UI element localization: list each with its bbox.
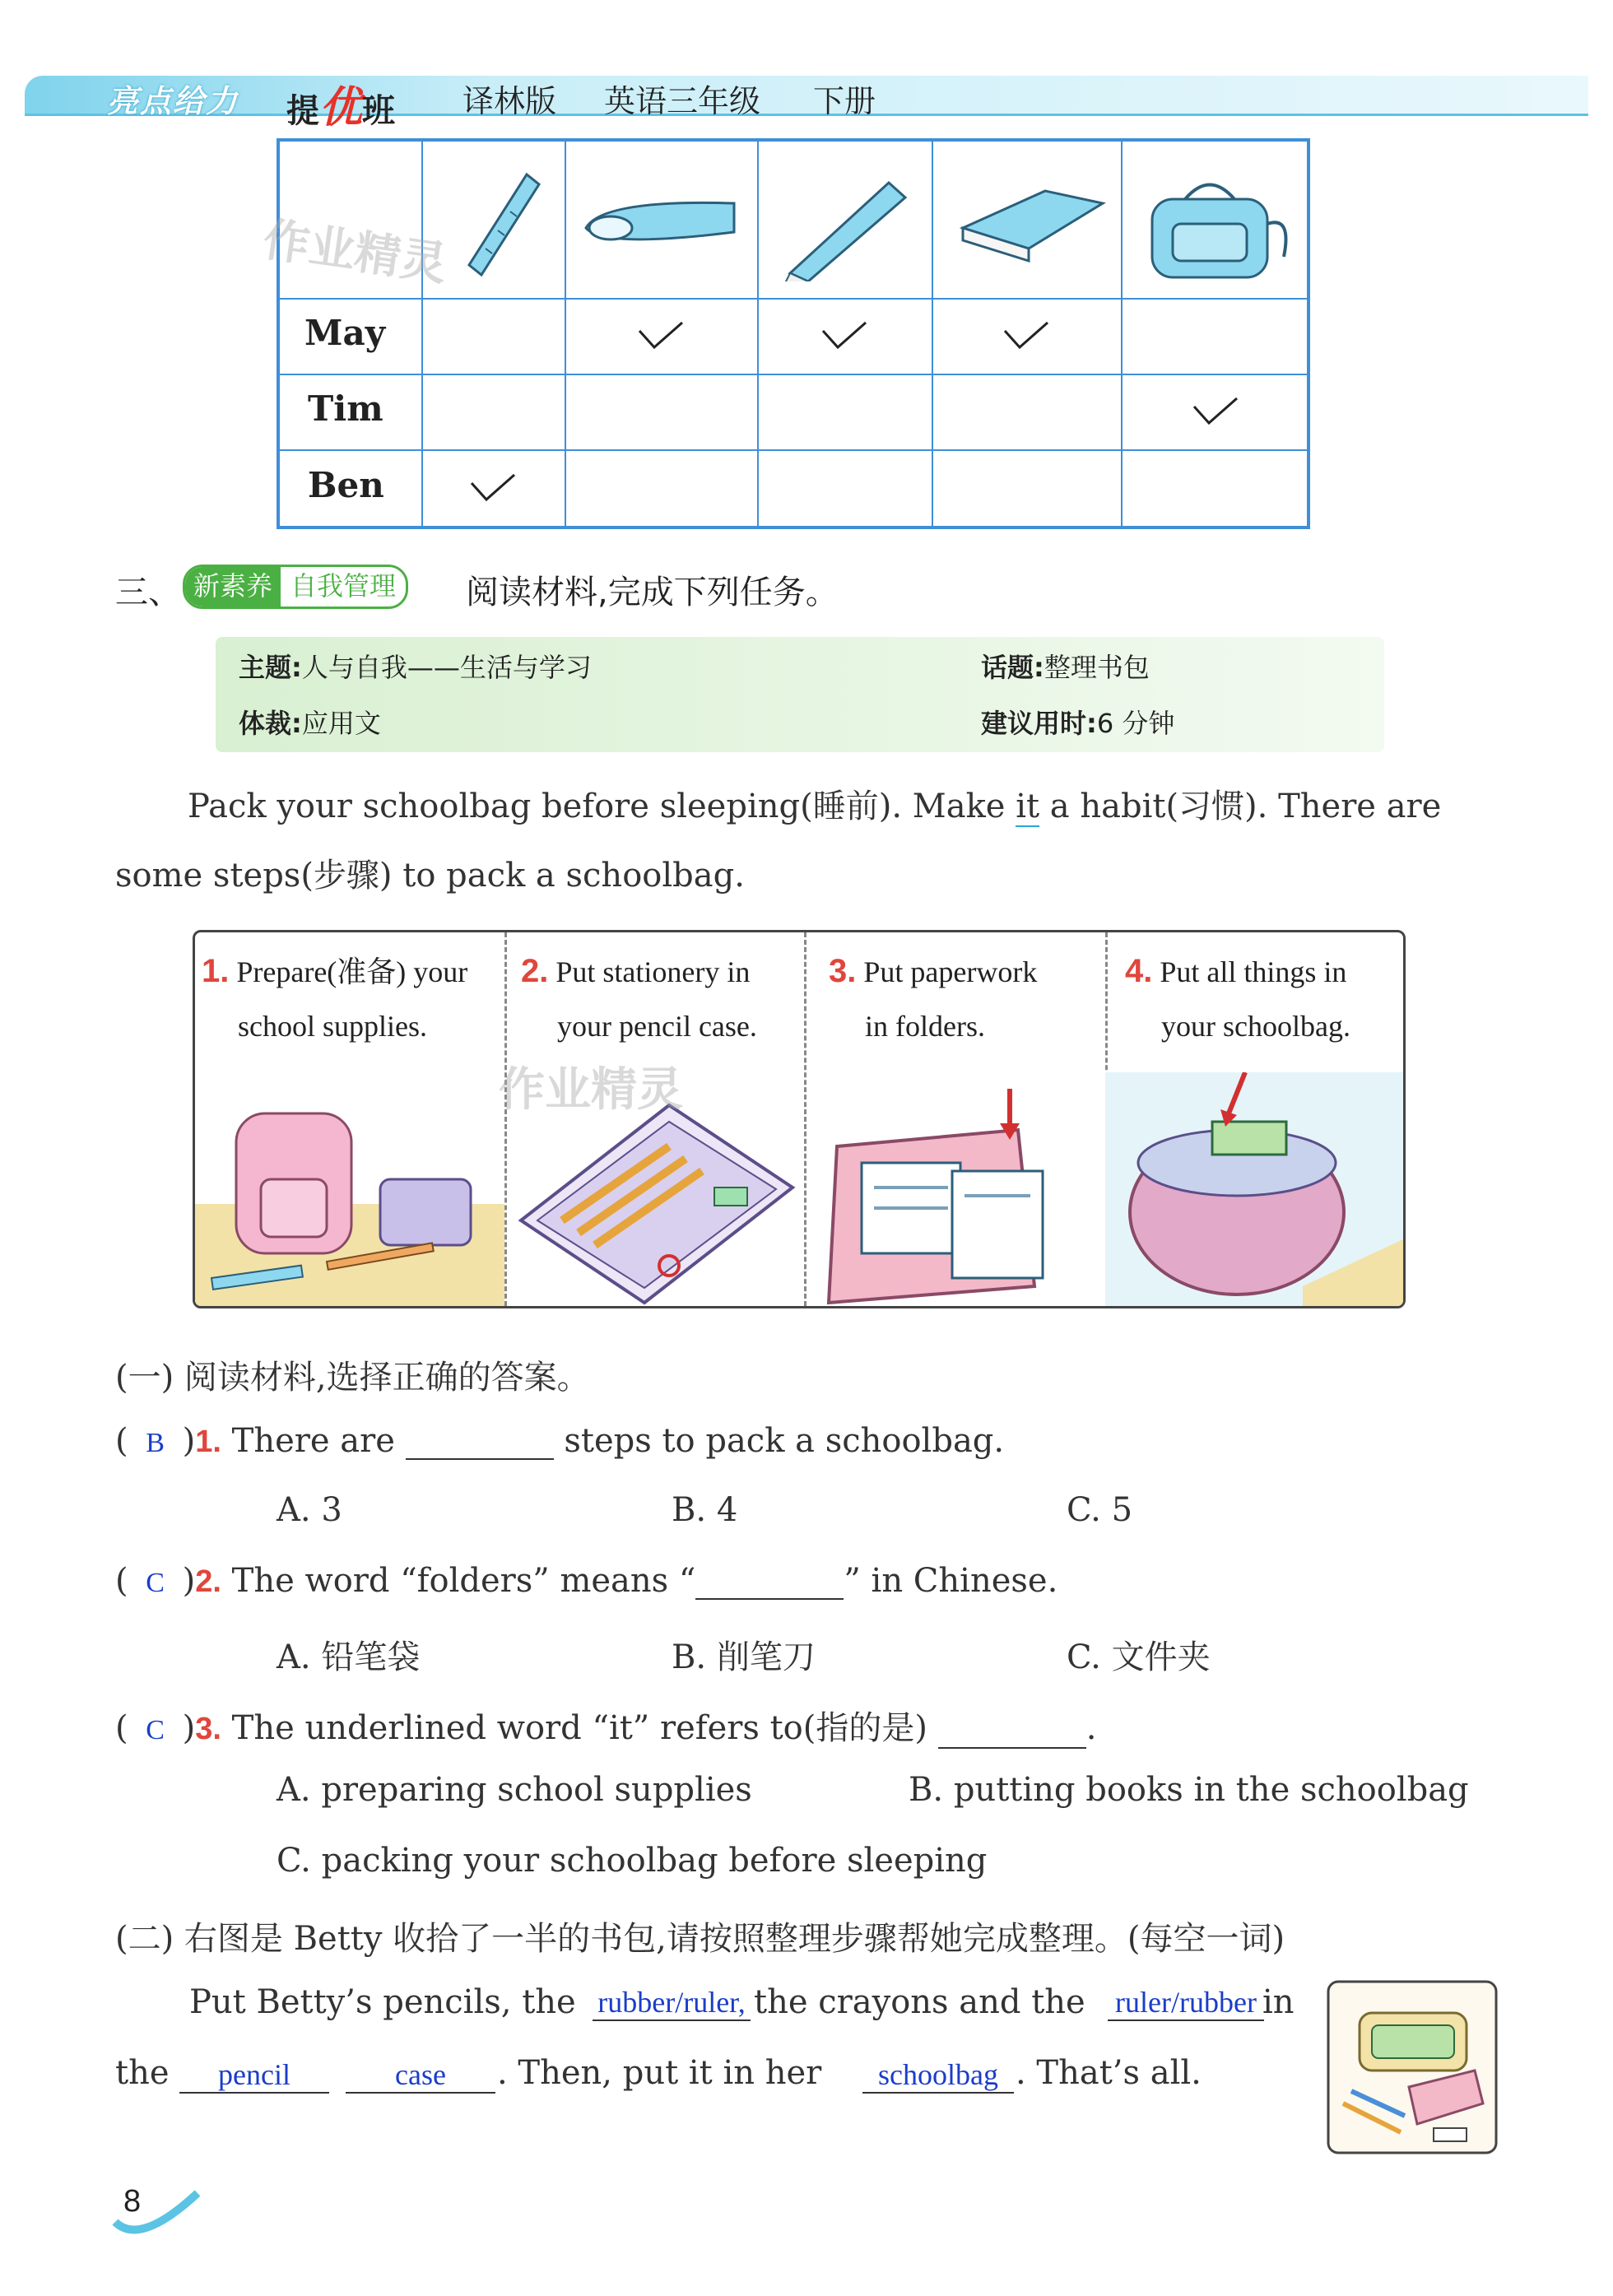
watermark: 作业精灵 (259, 212, 450, 292)
badge-label-a: 新素养 (185, 567, 281, 607)
q1-option-b: B. 4 (672, 1491, 738, 1529)
steps-panel (193, 930, 1406, 1308)
fill-blank-4: case (346, 2057, 495, 2094)
part1-title: (一) 阅读材料,选择正确的答案。 (115, 1359, 590, 1397)
passage-line-1: Pack your schoolbag before sleeping(睡前). Make it a habit(习惯). There are (188, 788, 1442, 825)
brand-title: 亮点给力 (107, 83, 239, 119)
step-1: 1. Prepare(准备) your school supplies. (202, 953, 468, 1043)
fill-blank-2: ruler/rubber (1108, 1985, 1264, 2021)
time: 建议用时:6 分钟 (981, 708, 1175, 739)
q1-option-c: C. 5 (1067, 1491, 1133, 1529)
pencil-case-illustration (504, 1097, 804, 1308)
step-4: 4. Put all things in your schoolbag. (1125, 953, 1350, 1043)
schoolbag-illustration (1105, 1072, 1406, 1308)
header-line (25, 114, 1588, 116)
schoolbag-icon (1136, 166, 1300, 290)
edition: 译林版 (463, 83, 557, 119)
answer-1: B (146, 1428, 165, 1458)
watermark-2: 作业精灵 (499, 1063, 683, 1117)
fill-blank-5: schoolbag (862, 2057, 1014, 2094)
genre: 体裁:应用文 (239, 708, 381, 739)
question-2: ( C )2. The word “folders” means “ ” in Chinese. (115, 1562, 1058, 1600)
q3-option-c: C. packing your schoolbag before sleeping (277, 1842, 988, 1880)
part2-line1-a: Put Betty’s pencils, the (189, 1983, 576, 2021)
fill-blank-1: rubber/ruler, (593, 1985, 751, 2021)
question-1: ( B )1. There are steps to pack a schoolbag. (115, 1422, 1005, 1460)
part2-line1-c: in (1262, 1983, 1295, 2021)
row-name-tim: Tim (308, 388, 383, 429)
pen-icon (774, 166, 922, 281)
fill-blank-3: pencil (179, 2057, 329, 2094)
part2-line2-c: . That’s all. (1016, 2054, 1202, 2092)
q2-option-c: C. 文件夹 (1067, 1638, 1211, 1676)
page-number: 8 (123, 2184, 142, 2219)
school-supplies-illustration (195, 1097, 504, 1308)
answer-3: C (146, 1715, 165, 1745)
q2-option-a: A. 铅笔袋 (277, 1638, 421, 1676)
subject: 英语三年级 (604, 83, 761, 119)
rubber-icon (946, 179, 1111, 269)
page-number-decoration (107, 2181, 206, 2247)
section-badge (183, 565, 408, 609)
passage-line-2: some steps(步骤) to pack a schoolbag. (115, 857, 745, 895)
theme: 主题:人与自我——生活与学习 (239, 652, 592, 683)
row-name-ben: Ben (308, 465, 384, 505)
betty-schoolbag-picture (1327, 1980, 1498, 2154)
check-mark-tim-schoolbag (1191, 395, 1240, 428)
badge-label-b: 自我管理 (281, 567, 406, 607)
part2-line1-b: the crayons and the (754, 1983, 1085, 2021)
q3-option-b: B. putting books in the schoolbag (909, 1771, 1469, 1809)
check-mark-may-rubber (1002, 319, 1051, 352)
folders-illustration (804, 1072, 1105, 1308)
part2-line2-b: . Then, put it in her (497, 2054, 822, 2092)
q1-option-a: A. 3 (277, 1491, 342, 1529)
section-instruction: 阅读材料,完成下列任务。 (466, 574, 839, 611)
q2-option-b: B. 削笔刀 (672, 1638, 816, 1676)
row-name-may: May (304, 313, 386, 353)
q3-option-a: A. preparing school supplies (277, 1771, 752, 1809)
volume: 下册 (813, 83, 876, 119)
part2-title: (二) 右图是 Betty 收拾了一半的书包,请按照整理步骤帮她完成整理。(每空一词) (115, 1920, 1285, 1958)
ruler-icon (453, 166, 543, 281)
checklist-table (277, 138, 1310, 529)
step-3: 3. Put paperwork in folders. (829, 953, 1038, 1043)
check-mark-may-pen (820, 319, 869, 352)
answer-2: C (146, 1568, 165, 1598)
section-number: 三、 (115, 574, 181, 611)
question-3: ( C )3. The underlined word “it” refers to(指的是) . (115, 1709, 1097, 1747)
pencil-case-icon (578, 183, 742, 265)
step-2: 2. Put stationery in your pencil case. (521, 953, 757, 1043)
check-mark-may-pencil-case (636, 319, 686, 352)
check-mark-ben-ruler (468, 472, 518, 504)
part2-line2-a: the (115, 2054, 170, 2092)
topic: 话题:整理书包 (981, 652, 1150, 683)
series-title: 提优班 (286, 83, 396, 132)
header-bar (25, 76, 1588, 115)
info-box (216, 637, 1384, 752)
